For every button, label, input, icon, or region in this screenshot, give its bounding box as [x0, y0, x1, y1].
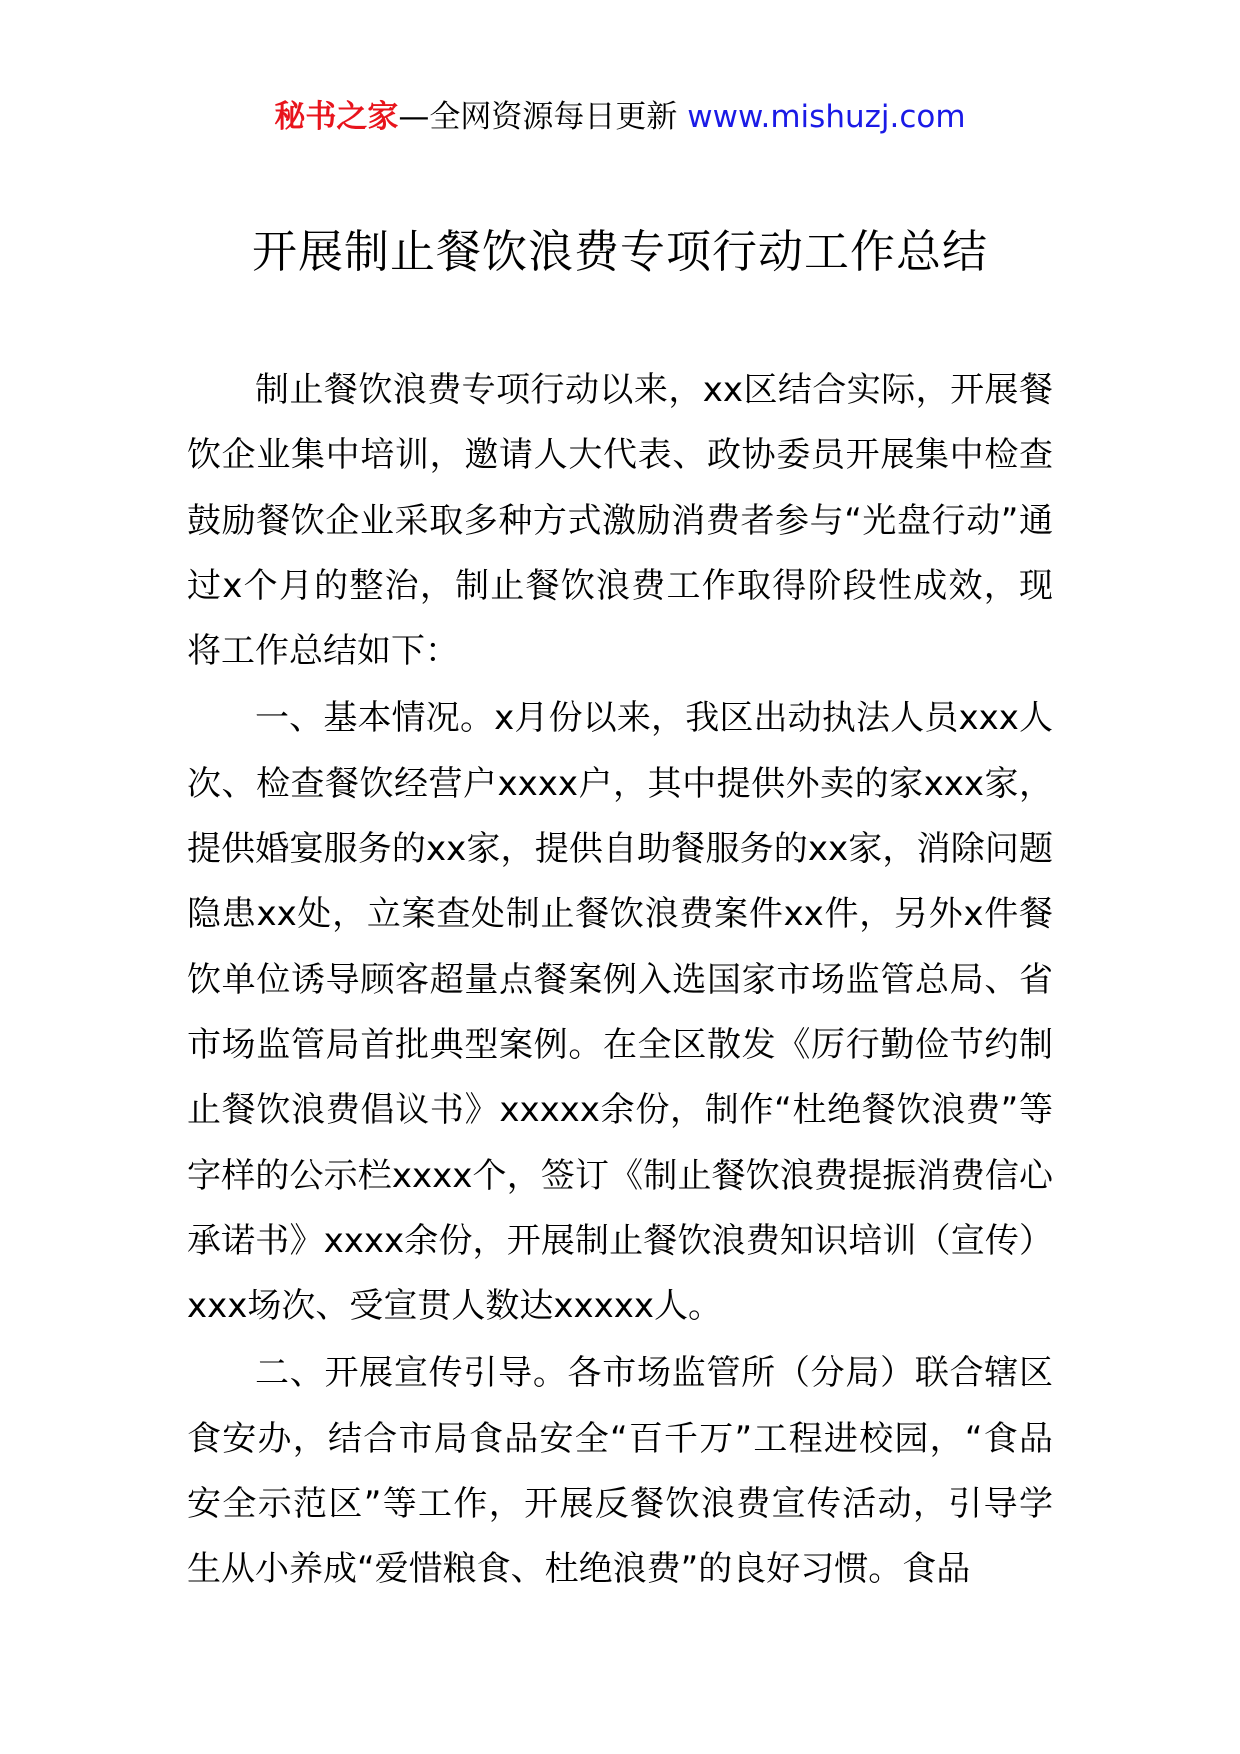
site-banner: [0, 97, 1240, 137]
paragraph-basic-situation: 一、基本情况。x月份以来，我区出动执法人员xxx人次、检查餐饮经营户xxxx户，其中提供外卖的家xxx家，提供婚宴服务的xx家，提供自助餐服务的xx家，消除问题隐患xx处，立案查处制止餐饮浪费案件xx件，另外x件餐饮单位诱导顾客超量点餐案例入选国家市场监管总局、省市场监管局首批典型案例。在全区散发《厉行勤俭节约制止餐饮浪费倡议书》xxxxx余份，制作“杜绝餐饮浪费”等字样的公示栏xxxx个，签订《制止餐饮浪费提振消费信心承诺书》xxxx余份，开展制止餐饮浪费知识培训（宣传）xxx场次、受宣贯人数达xxxxx人。: [187, 698, 1053, 1327]
paragraph-publicity: 二、开展宣传引导。各市场监管所（分局）联合辖区食安办，结合市局食品安全“百千万”工程进校园，“食品安全示范区”等工作，开展反餐饮浪费宣传活动，引导学生从小养成“爱惜粮食、杜绝浪费”的良好习惯。食品: [187, 1353, 1053, 1590]
document-body: [187, 358, 1053, 1603]
site-tagline: —全网资源每日更新: [398, 99, 678, 135]
site-url-link[interactable]: www.mishuzj.com: [687, 99, 966, 135]
document-title: 开展制止餐饮浪费专项行动工作总结: [251, 225, 988, 278]
paragraph-intro: 制止餐饮浪费专项行动以来，xx区结合实际，开展餐饮企业集中培训，邀请人大代表、政协委员开展集中检查鼓励餐饮企业采取多种方式激励消费者参与“光盘行动”通过x个月的整治，制止餐饮浪费工作取得阶段性成效，现将工作总结如下：: [187, 370, 1053, 672]
site-brand: 秘书之家: [274, 99, 399, 135]
